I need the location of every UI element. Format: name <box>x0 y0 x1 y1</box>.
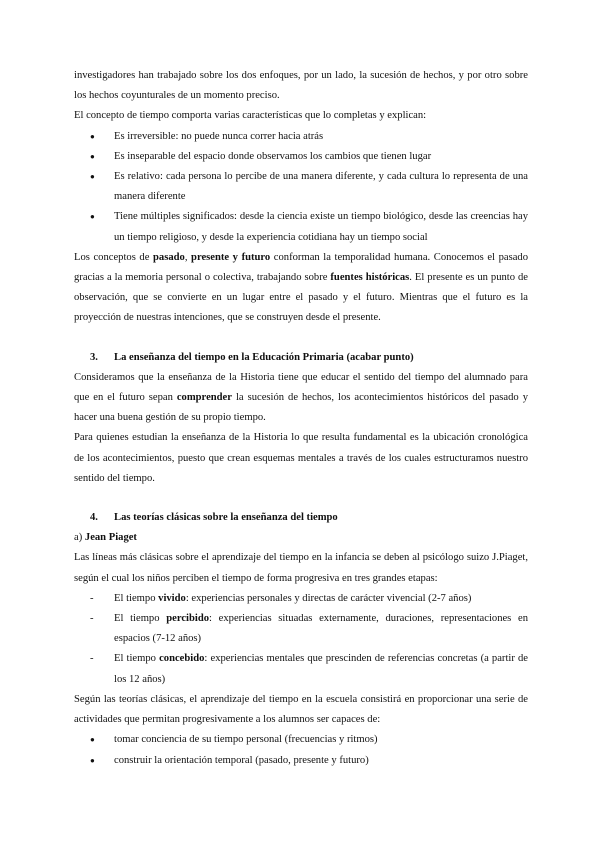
bullet-icon: ● <box>90 131 95 141</box>
bullet-icon: ● <box>90 172 95 182</box>
list-item: - El tiempo concebido: experiencias mentales que prescinden de referencias concretas (a partir de los 12 años) <box>74 649 528 689</box>
dash-icon: - <box>90 653 94 665</box>
paragraph-piaget: Las líneas más clásicas sobre el aprendizaje del tiempo en la infancia se deben al psicólogo suizo J.Piaget, según el cual los niños perciben el tiempo de forma progresiva en tres grandes etapas: <box>74 552 528 584</box>
paragraph-intro: investigadores han trabajado sobre los dos enfoques, por un lado, la sucesión de hechos, y por otro sobre los hechos coyunturales de un momento preciso. <box>74 70 528 102</box>
dash-icon: - <box>90 613 94 625</box>
list-item: ● construir la orientación temporal (pasado, presente y futuro) <box>74 751 528 771</box>
bullet-icon: ● <box>90 151 95 161</box>
bullet-icon: ● <box>90 735 95 745</box>
dash-icon: - <box>90 592 94 604</box>
section-heading-4: 4. Las teorías clásicas sobre la enseñanza del tiempo <box>90 512 338 524</box>
paragraph-teaching: Consideramos que la enseñanza de la Historia tiene que educar el sentido del tiempo del alumnado para que en el futuro sepan comprender la sucesión de hechos, los acontecimientos históricos del pasado y hacer una buena gestión de su propio tiempo. <box>74 371 528 424</box>
paragraph-temporality: Los conceptos de pasado, presente y futuro conforman la temporalidad humana. Conocemos el pasado gracias a la memoria personal o colectiva, trabajando sobre fuentes históricas. El presente es un punto de observación, que se convierte en un lugar entre el pasado y el futuro. Mientras que el futuro es la proyección de nuestras intenciones, que se construyen desde el presente. <box>74 251 529 324</box>
activities-list <box>74 730 528 770</box>
list-item: ● Tiene múltiples significados: desde la ciencia existe un tiempo biológico, desde las creencias hay un tiempo religioso, y desde la experiencia cotidiana hay un tiempo social <box>74 207 528 247</box>
list-item: - El tiempo percibido: experiencias situadas externamente, duraciones, representaciones en espacios (7-12 años) <box>74 609 528 649</box>
stages-list <box>74 589 528 690</box>
characteristics-list <box>74 127 528 248</box>
list-item: ● tomar conciencia de su tiempo personal (frecuencias y ritmos) <box>74 730 528 750</box>
paragraph-concept: El concepto de tiempo comporta varias características que lo completas y explican: <box>74 110 427 122</box>
list-item: ● Es relativo: cada persona lo percibe de una manera diferente, y cada cultura lo representa de una manera diferente <box>74 167 528 207</box>
paragraph-classic-theories: Según las teorías clásicas, el aprendizaje del tiempo en la escuela consistirá en proporcionar una serie de actividades que permitan progresivamente a los alumnos ser capaces de: <box>74 693 528 726</box>
subheading-piaget: a) Jean Piaget <box>74 532 137 544</box>
paragraph-chronology: Para quienes estudian la enseñanza de la Historia lo que resulta fundamental es la ubicación cronológica de los acontecimientos, puesto que crean esquemas mentales a través de los cuales estructuramos nuestro sentido del tiempo. <box>74 432 528 484</box>
bullet-icon: ● <box>90 755 95 765</box>
bullet-icon: ● <box>90 212 95 222</box>
list-item: - El tiempo vivido: experiencias personales y directas de carácter vivencial (2-7 años) <box>74 589 528 609</box>
list-item: ● Es irreversible: no puede nunca correr hacia atrás <box>74 127 528 147</box>
document-body <box>74 66 528 771</box>
list-item: ● Es inseparable del espacio donde observamos los cambios que tienen lugar <box>74 147 528 167</box>
section-heading-3: 3. La enseñanza del tiempo en la Educación Primaria (acabar punto) <box>90 351 414 363</box>
